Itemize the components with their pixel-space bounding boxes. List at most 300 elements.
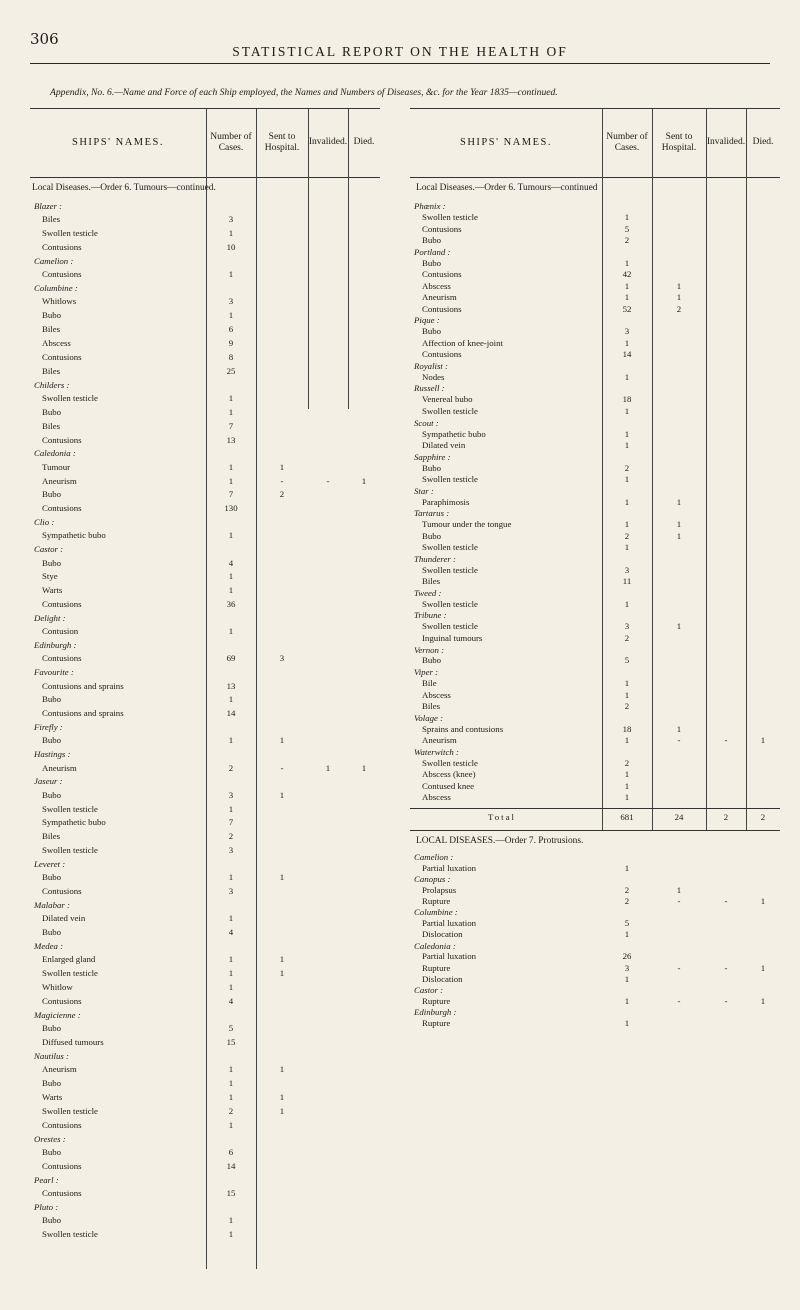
disease-row [410, 338, 780, 349]
disease-row [410, 951, 780, 962]
ship-name-row [410, 667, 780, 678]
ship-name: Vernon : [414, 644, 445, 655]
disease-row [410, 769, 780, 780]
cases-value: 2 [624, 701, 630, 712]
cases-value: 2 [228, 831, 234, 842]
disease-row [410, 792, 780, 803]
disease-row [30, 626, 380, 637]
cases-value: 2 [624, 757, 630, 768]
disease-name: Contusions [422, 303, 462, 314]
cases-value: 5 [624, 223, 630, 234]
disease-row [410, 576, 780, 587]
ship-name-row [410, 713, 780, 724]
header-rule [30, 63, 770, 64]
disease-name: Swollen testicle [422, 757, 478, 768]
disease-row [410, 724, 780, 735]
hospital-value: 1 [676, 723, 682, 734]
invalided-value: - [326, 475, 330, 486]
disease-row [30, 462, 380, 473]
hospital-value: 1 [279, 461, 285, 472]
disease-name: Whitlow [42, 982, 73, 993]
ship-name-row [410, 907, 780, 918]
disease-row [30, 324, 380, 335]
cases-value: 7 [228, 817, 234, 828]
table-caption: Appendix, No. 6.—Name and Force of each Ship employed, the Names and Numbers of Diseases, &c. for the Year 1835—continued. [50, 87, 558, 98]
hospital-value: 1 [279, 1091, 285, 1102]
disease-name: Biles [42, 831, 61, 842]
cases-value: 4 [228, 557, 234, 568]
disease-row [410, 394, 780, 405]
cases-value: 4 [228, 927, 234, 938]
died-value: 1 [760, 895, 766, 906]
cases-value: 1 [624, 862, 630, 873]
cases-value: 3 [228, 789, 234, 800]
disease-name: Bubo [422, 257, 442, 268]
died-value: 1 [361, 475, 367, 486]
cases-value: 14 [226, 708, 236, 719]
cases-value: 1 [228, 461, 234, 472]
right-section-heading: Local Diseases.—Order 6. Tumours—continued [416, 183, 598, 193]
disease-name: Biles [42, 214, 61, 225]
disease-row [30, 790, 380, 801]
disease-row [30, 558, 380, 569]
col-invalided-header: Invalided. [706, 137, 746, 148]
disease-row [30, 1188, 380, 1199]
cases-value: 1 [624, 257, 630, 268]
disease-row [410, 463, 780, 474]
disease-row [30, 927, 380, 938]
disease-name: Bubo [42, 1023, 62, 1034]
cases-value: 1 [228, 968, 234, 979]
disease-name: Contusions [42, 1160, 82, 1171]
cases-value: 15 [226, 1037, 236, 1048]
disease-row [410, 304, 780, 315]
ship-name: Phœnix : [414, 201, 446, 211]
ship-name: Viper : [414, 667, 439, 678]
disease-row [410, 440, 780, 451]
disease-row [30, 1092, 380, 1103]
disease-name: Swollen testicle [42, 1228, 98, 1239]
disease-name: Swollen testicle [422, 598, 478, 609]
col-ships-header: SHIPS' NAMES. [72, 136, 164, 148]
disease-row [410, 565, 780, 576]
disease-name: Contusions [42, 599, 82, 610]
disease-row [30, 421, 380, 432]
disease-row [30, 228, 380, 239]
cases-value: 1 [624, 542, 630, 553]
ship-name-row [30, 283, 380, 294]
ship-name-row [410, 610, 780, 621]
cases-value: 1 [228, 585, 234, 596]
disease-name: Enlarged gland [42, 954, 96, 965]
disease-name: Sympathetic bubo [42, 530, 106, 541]
ship-name: Castor : [414, 985, 444, 996]
disease-name: Contusions [42, 1187, 82, 1198]
disease-row [30, 735, 380, 746]
cases-value: 1 [624, 337, 630, 348]
disease-row [410, 621, 780, 632]
disease-name: Biles [42, 420, 61, 431]
ship-name: Columbine : [414, 907, 458, 918]
ship-name-row [30, 859, 380, 870]
disease-name: Swollen testicle [42, 1105, 98, 1116]
disease-name: Abscess [422, 280, 451, 291]
disease-name: Abscess [422, 792, 451, 803]
disease-name: Contusion [42, 626, 79, 637]
cases-value: 1 [624, 474, 630, 485]
ship-name: Scout : [414, 417, 439, 428]
ship-name: Canopus : [414, 873, 451, 884]
disease-name: Abscess [42, 337, 71, 348]
ship-name: Hastings : [34, 749, 71, 760]
disease-name: Sympathetic bubo [42, 817, 106, 828]
disease-name: Partial luxation [422, 862, 476, 873]
disease-row [30, 599, 380, 610]
cases-value: 1 [624, 598, 630, 609]
disease-name: Swollen testicle [422, 542, 478, 553]
cases-value: 1 [228, 626, 234, 637]
disease-row [30, 503, 380, 514]
ship-name-row [30, 900, 380, 911]
disease-row [410, 996, 780, 1007]
disease-name: Bubo [42, 406, 62, 417]
ship-name-row [410, 452, 780, 463]
disease-row [30, 982, 380, 993]
cases-value: 1 [624, 689, 630, 700]
disease-name: Inguinal tumours [422, 632, 483, 643]
cases-value: 2 [624, 884, 630, 895]
disease-row [30, 886, 380, 897]
disease-name: Swollen testicle [422, 211, 478, 222]
cases-value: 14 [226, 1160, 236, 1171]
disease-name: Biles [42, 324, 61, 334]
col-ships-header: SHIPS' NAMES. [460, 136, 552, 148]
hospital-value: 1 [676, 530, 682, 541]
disease-row [30, 366, 380, 377]
hospital-value: 1 [279, 954, 285, 965]
disease-name: Contusions [422, 349, 462, 360]
disease-row [410, 497, 780, 508]
ship-name: Russell : [414, 383, 445, 394]
disease-name: Tumour [42, 461, 71, 472]
disease-name: Bubo [42, 735, 62, 746]
disease-row [30, 296, 380, 307]
right-table-header [410, 109, 780, 178]
ship-name: Tartarus : [414, 508, 450, 519]
ship-name-row [410, 852, 780, 863]
ship-name-row [410, 588, 780, 599]
disease-name: Abscess [422, 689, 451, 700]
hospital-value: 1 [676, 292, 682, 303]
cases-value: 1 [624, 519, 630, 530]
hospital-value: 1 [676, 621, 682, 632]
ship-name-row [30, 667, 380, 678]
disease-row [410, 735, 780, 746]
cases-value: 5 [624, 655, 630, 666]
disease-row [30, 968, 380, 979]
disease-row [30, 845, 380, 856]
disease-row [30, 1229, 380, 1240]
ship-name-row [30, 1175, 380, 1186]
disease-row [30, 310, 380, 321]
total-label: Total [488, 811, 516, 822]
ship-name-row [410, 554, 780, 565]
disease-row [30, 1215, 380, 1226]
disease-row [410, 781, 780, 792]
disease-row [410, 372, 780, 383]
disease-row [30, 681, 380, 692]
disease-row [30, 585, 380, 596]
disease-row [410, 519, 780, 530]
hospital-value: 1 [279, 968, 285, 979]
cases-value: 1 [624, 292, 630, 303]
hospital-value: 1 [279, 789, 285, 800]
cases-value: 1 [624, 735, 630, 746]
disease-name: Whitlows [42, 296, 77, 307]
cases-value: 2 [228, 762, 234, 773]
running-head: STATISTICAL REPORT ON THE HEALTH OF [232, 44, 568, 59]
disease-row [410, 326, 780, 337]
disease-name: Dilated vein [422, 440, 466, 451]
disease-row [30, 338, 380, 349]
ship-name: Portland : [414, 246, 451, 257]
cases-value: 25 [226, 365, 236, 376]
disease-name: Warts [42, 1091, 63, 1102]
disease-name: Aneurism [42, 1064, 77, 1075]
ship-name-row [30, 1051, 380, 1062]
cases-value: 2 [624, 462, 630, 473]
total-row [410, 812, 780, 823]
hospital-value: 1 [676, 884, 682, 895]
ship-name-row [410, 941, 780, 952]
ship-name: Caledonia : [34, 448, 76, 459]
cases-value: 1 [228, 694, 234, 705]
ship-name-row [410, 418, 780, 429]
disease-name: Diffused tumours [42, 1037, 104, 1048]
ship-name-row [30, 201, 380, 212]
hospital-value: - [280, 762, 284, 773]
ship-name-row [410, 486, 780, 497]
cases-value: 1 [228, 571, 234, 582]
disease-name: Contusions and sprains [42, 708, 124, 719]
hospital-value: 3 [279, 653, 285, 664]
cases-value: 1 [624, 428, 630, 439]
right-table [410, 108, 780, 1269]
hospital-value: 2 [279, 489, 285, 500]
disease-name: Contusions and sprains [42, 680, 124, 691]
cases-value: 69 [226, 653, 236, 664]
ship-name-row [30, 722, 380, 733]
disease-row [30, 407, 380, 418]
disease-name: Bubo [42, 789, 62, 800]
invalided-value: - [724, 962, 728, 973]
disease-row [410, 633, 780, 644]
invalided-value: - [724, 995, 728, 1006]
cases-value: 1 [228, 1215, 234, 1225]
ship-name-row [30, 1202, 380, 1213]
ship-name: Nautilus : [34, 1050, 69, 1061]
disease-row [410, 1018, 780, 1029]
disease-name: Contusions [42, 242, 82, 252]
died-value: 1 [361, 762, 367, 773]
disease-row [30, 954, 380, 965]
disease-row [30, 996, 380, 1007]
cases-value: 1 [624, 792, 630, 803]
disease-name: Warts [42, 585, 63, 596]
hospital-value: - [677, 895, 681, 906]
disease-row [410, 531, 780, 542]
ship-name: Castor : [34, 544, 64, 555]
cases-value: 2 [624, 632, 630, 643]
cases-value: 1 [624, 769, 630, 780]
disease-name: Bubo [422, 530, 442, 541]
page-number: 306 [30, 30, 59, 48]
disease-name: Contusions [422, 269, 462, 280]
disease-row [30, 393, 380, 404]
disease-row [30, 214, 380, 225]
cases-value: 2 [624, 530, 630, 541]
disease-name: Bubo [422, 655, 442, 666]
ship-name: Star : [414, 485, 434, 496]
disease-row [30, 763, 380, 774]
ship-name-row [30, 448, 380, 459]
ship-name: Tribune : [414, 610, 447, 621]
ship-name: Pique : [414, 315, 440, 326]
total-invalided: 2 [723, 811, 729, 822]
ship-name-row [30, 1010, 380, 1021]
disease-row [410, 655, 780, 666]
cases-value: 1 [624, 678, 630, 688]
cases-value: 52 [622, 303, 632, 314]
disease-name: Affection of knee-joint [422, 337, 503, 348]
disease-name: Swollen testicle [42, 803, 98, 814]
cases-value: 6 [228, 1146, 234, 1157]
disease-row [30, 708, 380, 719]
disease-name: Contused knee [422, 780, 475, 791]
hospital-value: 1 [279, 1105, 285, 1116]
disease-row [30, 1064, 380, 1075]
cases-value: 3 [624, 564, 630, 575]
cases-value: 8 [228, 351, 234, 362]
col-hospital-header: Sent to Hospital. [661, 131, 697, 153]
cases-value: 1 [228, 392, 234, 403]
cases-value: 1 [228, 406, 234, 417]
ship-name-row [30, 544, 380, 555]
disease-row [410, 292, 780, 303]
ship-name-row [30, 517, 380, 528]
ship-name-row [410, 247, 780, 258]
disease-name: Rupture [422, 895, 451, 906]
ship-name: Thunderer : [414, 553, 456, 564]
disease-name: Bubo [42, 1215, 62, 1225]
ship-name: Edinburgh : [414, 1007, 457, 1018]
ship-name-row [30, 380, 380, 391]
disease-row [410, 929, 780, 940]
cases-value: 1 [228, 913, 234, 924]
cases-value: 1 [624, 371, 630, 382]
disease-row [410, 542, 780, 553]
disease-row [410, 896, 780, 907]
disease-name: Swollen testicle [42, 228, 98, 239]
disease-row [410, 224, 780, 235]
disease-name: Biles [422, 701, 441, 712]
disease-row [410, 212, 780, 223]
cases-value: 3 [228, 845, 234, 856]
ship-name: Royalist : [414, 360, 448, 371]
col-cases-header: Number of Cases. [210, 131, 252, 153]
cases-value: 1 [624, 973, 630, 984]
ship-name: Pearl : [34, 1174, 59, 1185]
disease-name: Bubo [42, 489, 62, 500]
hospital-value: 1 [279, 735, 285, 746]
ship-name: Delight : [34, 613, 66, 624]
cases-value: 1 [624, 496, 630, 507]
cases-value: 1 [228, 269, 234, 280]
disease-name: Abscess (knee) [422, 769, 476, 780]
disease-row [410, 599, 780, 610]
ship-name-row [410, 747, 780, 758]
hospital-value: - [677, 962, 681, 973]
cases-value: 3 [624, 621, 630, 632]
disease-name: Contusions [422, 223, 462, 234]
disease-name: Tumour under the tongue [422, 519, 512, 530]
disease-row [410, 281, 780, 292]
cases-value: 3 [228, 296, 234, 307]
total-rule [410, 808, 780, 809]
ship-name-row [30, 613, 380, 624]
disease-name: Rupture [422, 1018, 451, 1029]
disease-name: Biles [422, 576, 441, 587]
ship-name: Medea : [34, 941, 64, 952]
cases-value: 13 [226, 680, 236, 691]
disease-name: Contusions [42, 269, 82, 280]
ship-name-row [30, 749, 380, 760]
order7-heading: LOCAL DISEASES.—Order 7. Protrusions. [416, 835, 584, 846]
ship-name-row [410, 361, 780, 372]
disease-name: Aneurism [42, 475, 77, 486]
disease-name: Dislocation [422, 929, 463, 940]
ship-name: Childers : [34, 379, 70, 390]
disease-row [30, 694, 380, 705]
ship-name: Clio : [34, 517, 55, 528]
ship-name: Favourite : [34, 667, 74, 678]
cases-value: 1 [228, 475, 234, 486]
disease-row [410, 474, 780, 485]
hospital-value: 1 [279, 872, 285, 883]
disease-name: Swollen testicle [42, 845, 98, 856]
disease-name: Contusions [42, 653, 82, 664]
cases-value: 1 [228, 530, 234, 541]
cases-value: 4 [228, 996, 234, 1007]
disease-row [410, 885, 780, 896]
left-table [30, 108, 380, 1269]
disease-name: Swollen testicle [422, 406, 478, 416]
cases-value: 7 [228, 489, 234, 500]
ship-name: Malabar : [34, 900, 70, 911]
ship-name: Firefly : [34, 722, 63, 733]
cases-value: 1 [228, 1064, 234, 1075]
col-cases-header: Number of Cases. [606, 131, 648, 153]
disease-name: Bubo [422, 235, 442, 246]
cases-value: 3 [624, 962, 630, 973]
left-table-header [30, 109, 380, 178]
cases-value: 1 [228, 1091, 234, 1102]
ship-name: Volage : [414, 712, 444, 723]
ship-name: Edinburgh : [34, 640, 77, 651]
order7-rule [410, 830, 780, 831]
died-value: 1 [760, 962, 766, 973]
ship-name: Camelion : [34, 255, 74, 266]
